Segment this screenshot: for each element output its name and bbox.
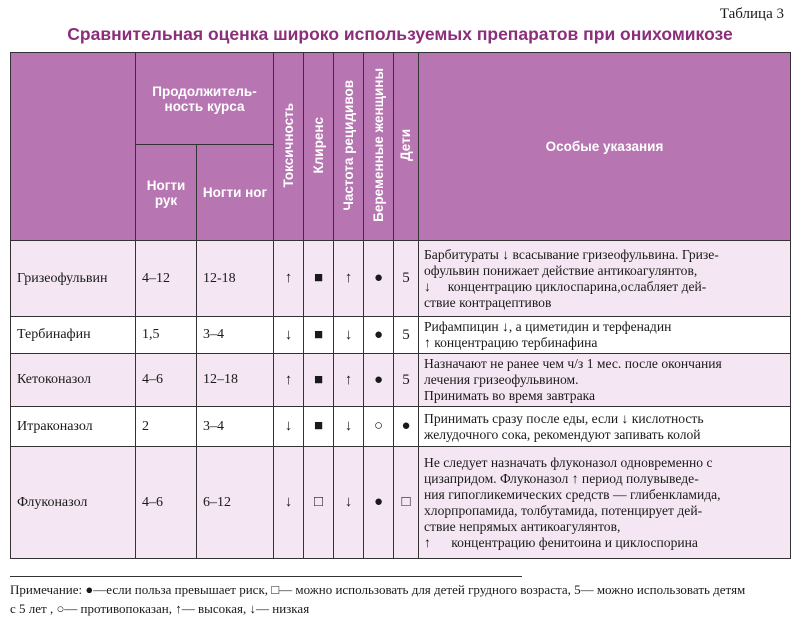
course-duration-header: Продолжитель-ность курса: [136, 53, 274, 145]
notes-line: ния гипогликемических средств — глибенкламида,: [424, 486, 721, 502]
children-cell: □: [394, 447, 419, 559]
notes-line: ствие контрацептивов: [424, 294, 552, 310]
toxicity-header-text: Токсичность: [280, 102, 296, 188]
notes-line: желудочного сока, рекомендуют запивать колой: [424, 426, 701, 442]
table-body: [11, 241, 791, 559]
notes-line: Рифампицин ↓, а циметидин и терфенадин: [424, 319, 672, 334]
children-cell: 5: [394, 241, 419, 317]
clearance-header-text: Клиренс: [310, 116, 326, 174]
pregnant-cell: ●: [364, 241, 394, 317]
drug-name-cell: Итраконазол: [11, 407, 136, 447]
hands-duration-cell: 4–6: [136, 354, 197, 407]
drug-name-cell: Гризеофульвин: [11, 241, 136, 317]
table-row: [11, 407, 791, 447]
clearance-cell: ■: [304, 317, 334, 354]
clearance-cell: ■: [304, 407, 334, 447]
table-row: [11, 317, 791, 354]
notes-line: цизапридом. Флуконазол ↑ период полувыведе-: [424, 470, 699, 486]
notes-line: Не следует назначать флуконазол одновременно с: [424, 454, 713, 470]
notes-line: ↑ концентрацию фенитоина и циклоспорина: [424, 534, 698, 550]
comparison-table: [10, 52, 791, 559]
clearance-cell: □: [304, 447, 334, 559]
drug-name-cell: Тербинафин: [11, 317, 136, 354]
notes-line: ↓ концентрацию циклоспарина,ослабляет дей-: [424, 278, 707, 294]
hands-header: Ногти рук: [136, 145, 197, 241]
pregnant-header-text: Беременные женщины: [370, 68, 386, 222]
table-row: [11, 241, 791, 317]
notes-line: хлорпропамида, толбутамида, потенцирует дей-: [424, 502, 703, 518]
clearance-header: [304, 53, 334, 241]
clearance-cell: ■: [304, 241, 334, 317]
notes-cell: [419, 407, 791, 447]
hands-duration-cell: 4–12: [136, 241, 197, 317]
relapse-cell: ↓: [334, 407, 364, 447]
footnote-divider: [10, 576, 522, 577]
hands-duration-cell: 1,5: [136, 317, 197, 354]
feet-duration-cell: 12–18: [197, 354, 274, 407]
toxicity-cell: ↑: [274, 241, 304, 317]
relapse-cell: ↓: [334, 447, 364, 559]
footnote-line-2: с 5 лет , ○— противопоказан, ↑— высокая, ↓— низкая: [10, 601, 310, 616]
notes-cell: [419, 317, 791, 354]
pregnant-cell: ●: [364, 447, 394, 559]
notes-line: ствие непрямых антикоагулянтов,: [424, 518, 621, 534]
footnote: [10, 580, 795, 618]
notes-line: Барбитураты ↓ всасывание гризеофульвина. Гризе-: [424, 246, 719, 262]
clearance-cell: ■: [304, 354, 334, 407]
table-title: Сравнительная оценка широко используемых препаратов при онихомикозе: [67, 24, 733, 44]
feet-duration-cell: 3–4: [197, 317, 274, 354]
notes-line: Назначают не ранее чем ч/з 1 мес. после окончания: [424, 356, 722, 371]
drug-name-cell: Кетоконазол: [11, 354, 136, 407]
feet-duration-cell: 6–12: [197, 447, 274, 559]
relapse-header: [334, 53, 364, 241]
footnote-line-1: Примечание: ●—если польза превышает риск, □— можно использовать для детей грудного возраста, 5— можно использовать детям: [10, 582, 746, 597]
children-header: [394, 53, 419, 241]
relapse-cell: ↓: [334, 317, 364, 354]
notes-line: Принимать сразу после еды, если ↓ кислотность: [424, 410, 704, 426]
toxicity-cell: ↓: [274, 447, 304, 559]
children-header-text: Дети: [398, 128, 414, 162]
relapse-cell: ↑: [334, 241, 364, 317]
toxicity-cell: ↑: [274, 354, 304, 407]
notes-cell: [419, 447, 791, 559]
feet-duration-cell: 3–4: [197, 407, 274, 447]
table-number: Таблица 3: [719, 6, 784, 22]
hands-duration-cell: 4–6: [136, 447, 197, 559]
drug-name-cell: Флуконазол: [11, 447, 136, 559]
pregnant-cell: ○: [364, 407, 394, 447]
relapse-header-text: Частота рецидивов: [340, 79, 356, 211]
children-cell: 5: [394, 354, 419, 407]
notes-line: ↑ концентрацию тербинафина: [424, 335, 598, 350]
children-cell: ●: [394, 407, 419, 447]
notes-line: Принимать во время завтрака: [424, 388, 596, 403]
toxicity-cell: ↓: [274, 407, 304, 447]
hands-duration-cell: 2: [136, 407, 197, 447]
drug-header-cell: [11, 53, 136, 241]
children-cell: 5: [394, 317, 419, 354]
notes-cell: [419, 241, 791, 317]
notes-line: лечения гризеофульвином.: [424, 372, 579, 387]
pregnant-cell: ●: [364, 354, 394, 407]
toxicity-cell: ↓: [274, 317, 304, 354]
feet-header: Ногти ног: [197, 145, 274, 241]
feet-duration-cell: 12-18: [197, 241, 274, 317]
notes-cell: [419, 354, 791, 407]
pregnant-cell: ●: [364, 317, 394, 354]
pregnant-header: [364, 53, 394, 241]
table-row: [11, 354, 791, 407]
notes-header: Особые указания: [419, 53, 791, 241]
notes-line: офульвин понижает действие антикоагулянтов,: [424, 262, 698, 278]
relapse-cell: ↑: [334, 354, 364, 407]
toxicity-header: [274, 53, 304, 241]
table-row: [11, 447, 791, 559]
